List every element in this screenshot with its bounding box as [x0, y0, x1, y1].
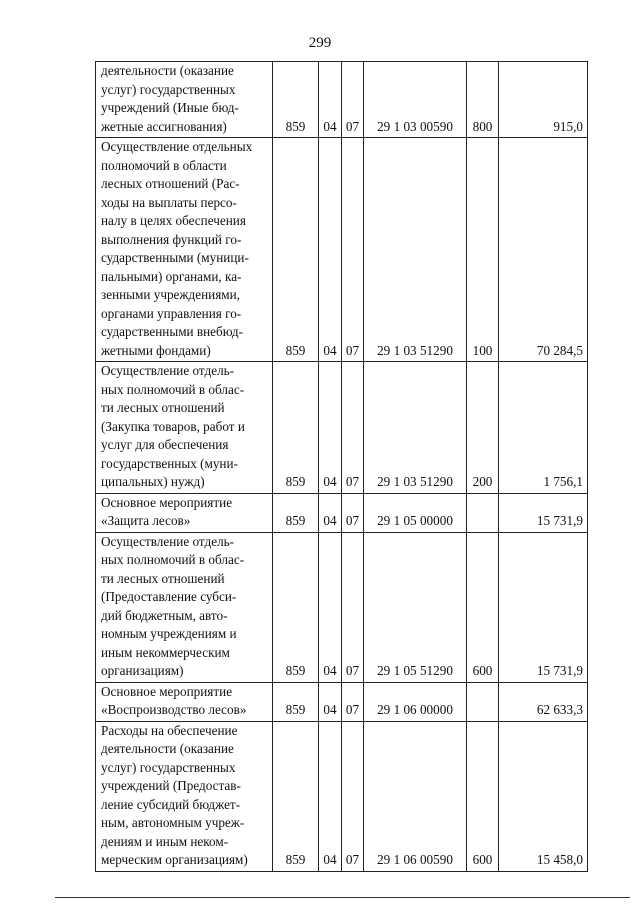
expense-name: деятельности (оказание услуг) государственных учреждений (Иные бюд- жетные ассигнования)	[96, 62, 273, 138]
subsection-code: 07	[342, 362, 364, 494]
target-article-code: 29 1 06 00000	[364, 682, 467, 721]
section-code: 04	[319, 721, 342, 871]
amount: 915,0	[499, 62, 588, 138]
budget-table	[95, 61, 588, 872]
ministry-code: 859	[273, 493, 319, 532]
ministry-code: 859	[273, 138, 319, 362]
subsection-code: 07	[342, 682, 364, 721]
expense-type-code: 600	[467, 721, 499, 871]
ministry-code: 859	[273, 721, 319, 871]
amount: 62 633,3	[499, 682, 588, 721]
ministry-code: 859	[273, 62, 319, 138]
amount: 15 458,0	[499, 721, 588, 871]
amount: 15 731,9	[499, 493, 588, 532]
target-article-code: 29 1 06 00590	[364, 721, 467, 871]
expense-name: Расходы на обеспечение деятельности (оказание услуг) государственных учреждений (Предостав- ление субсидий бюджет- ным, автономным учреж- дениям и иным неком- мерческим организациям)	[96, 721, 273, 871]
page-number: 299	[308, 35, 332, 51]
table-row	[96, 721, 588, 871]
section-code: 04	[319, 62, 342, 138]
target-article-code: 29 1 03 51290	[364, 362, 467, 494]
expense-type-code: 800	[467, 62, 499, 138]
subsection-code: 07	[342, 721, 364, 871]
expense-type-code	[467, 682, 499, 721]
table-row	[96, 138, 588, 362]
target-article-code: 29 1 03 51290	[364, 138, 467, 362]
expense-type-code: 200	[467, 362, 499, 494]
expense-name: Основное мероприятие «Защита лесов»	[96, 493, 273, 532]
expense-type-code: 600	[467, 532, 499, 682]
subsection-code: 07	[342, 532, 364, 682]
table-row	[96, 532, 588, 682]
section-code: 04	[319, 362, 342, 494]
target-article-code: 29 1 03 00590	[364, 62, 467, 138]
ministry-code: 859	[273, 532, 319, 682]
expense-name: Основное мероприятие «Воспроизводство лесов»	[96, 682, 273, 721]
table-row	[96, 362, 588, 494]
page-bottom-divider	[55, 897, 630, 898]
section-code: 04	[319, 682, 342, 721]
ministry-code: 859	[273, 682, 319, 721]
ministry-code: 859	[273, 362, 319, 494]
target-article-code: 29 1 05 00000	[364, 493, 467, 532]
expense-type-code	[467, 493, 499, 532]
subsection-code: 07	[342, 138, 364, 362]
table-row	[96, 62, 588, 138]
expense-type-code: 100	[467, 138, 499, 362]
section-code: 04	[319, 532, 342, 682]
section-code: 04	[319, 138, 342, 362]
amount: 70 284,5	[499, 138, 588, 362]
target-article-code: 29 1 05 51290	[364, 532, 467, 682]
table-row	[96, 682, 588, 721]
subsection-code: 07	[342, 493, 364, 532]
subsection-code: 07	[342, 62, 364, 138]
expense-name: Осуществление отдель- ных полномочий в облас- ти лесных отношений (Предоставление субси- дий бюджетным, авто- номным учреждениям и иным некоммерческим организациям)	[96, 532, 273, 682]
section-code: 04	[319, 493, 342, 532]
expense-name: Осуществление отдель- ных полномочий в облас- ти лесных отношений (Закупка товаров, работ и услуг для обеспечения государственных (муни- ципальных) нужд)	[96, 362, 273, 494]
expense-name: Осуществление отдельных полномочий в области лесных отношений (Рас- ходы на выплаты персо- налу в целях обеспечения выполнения функций го- сударственными (муници- пальными) органами, ка- зенными учреждениями, органами управления го- сударственными внебюд- жетными фондами)	[96, 138, 273, 362]
table-row	[96, 493, 588, 532]
amount: 15 731,9	[499, 532, 588, 682]
amount: 1 756,1	[499, 362, 588, 494]
